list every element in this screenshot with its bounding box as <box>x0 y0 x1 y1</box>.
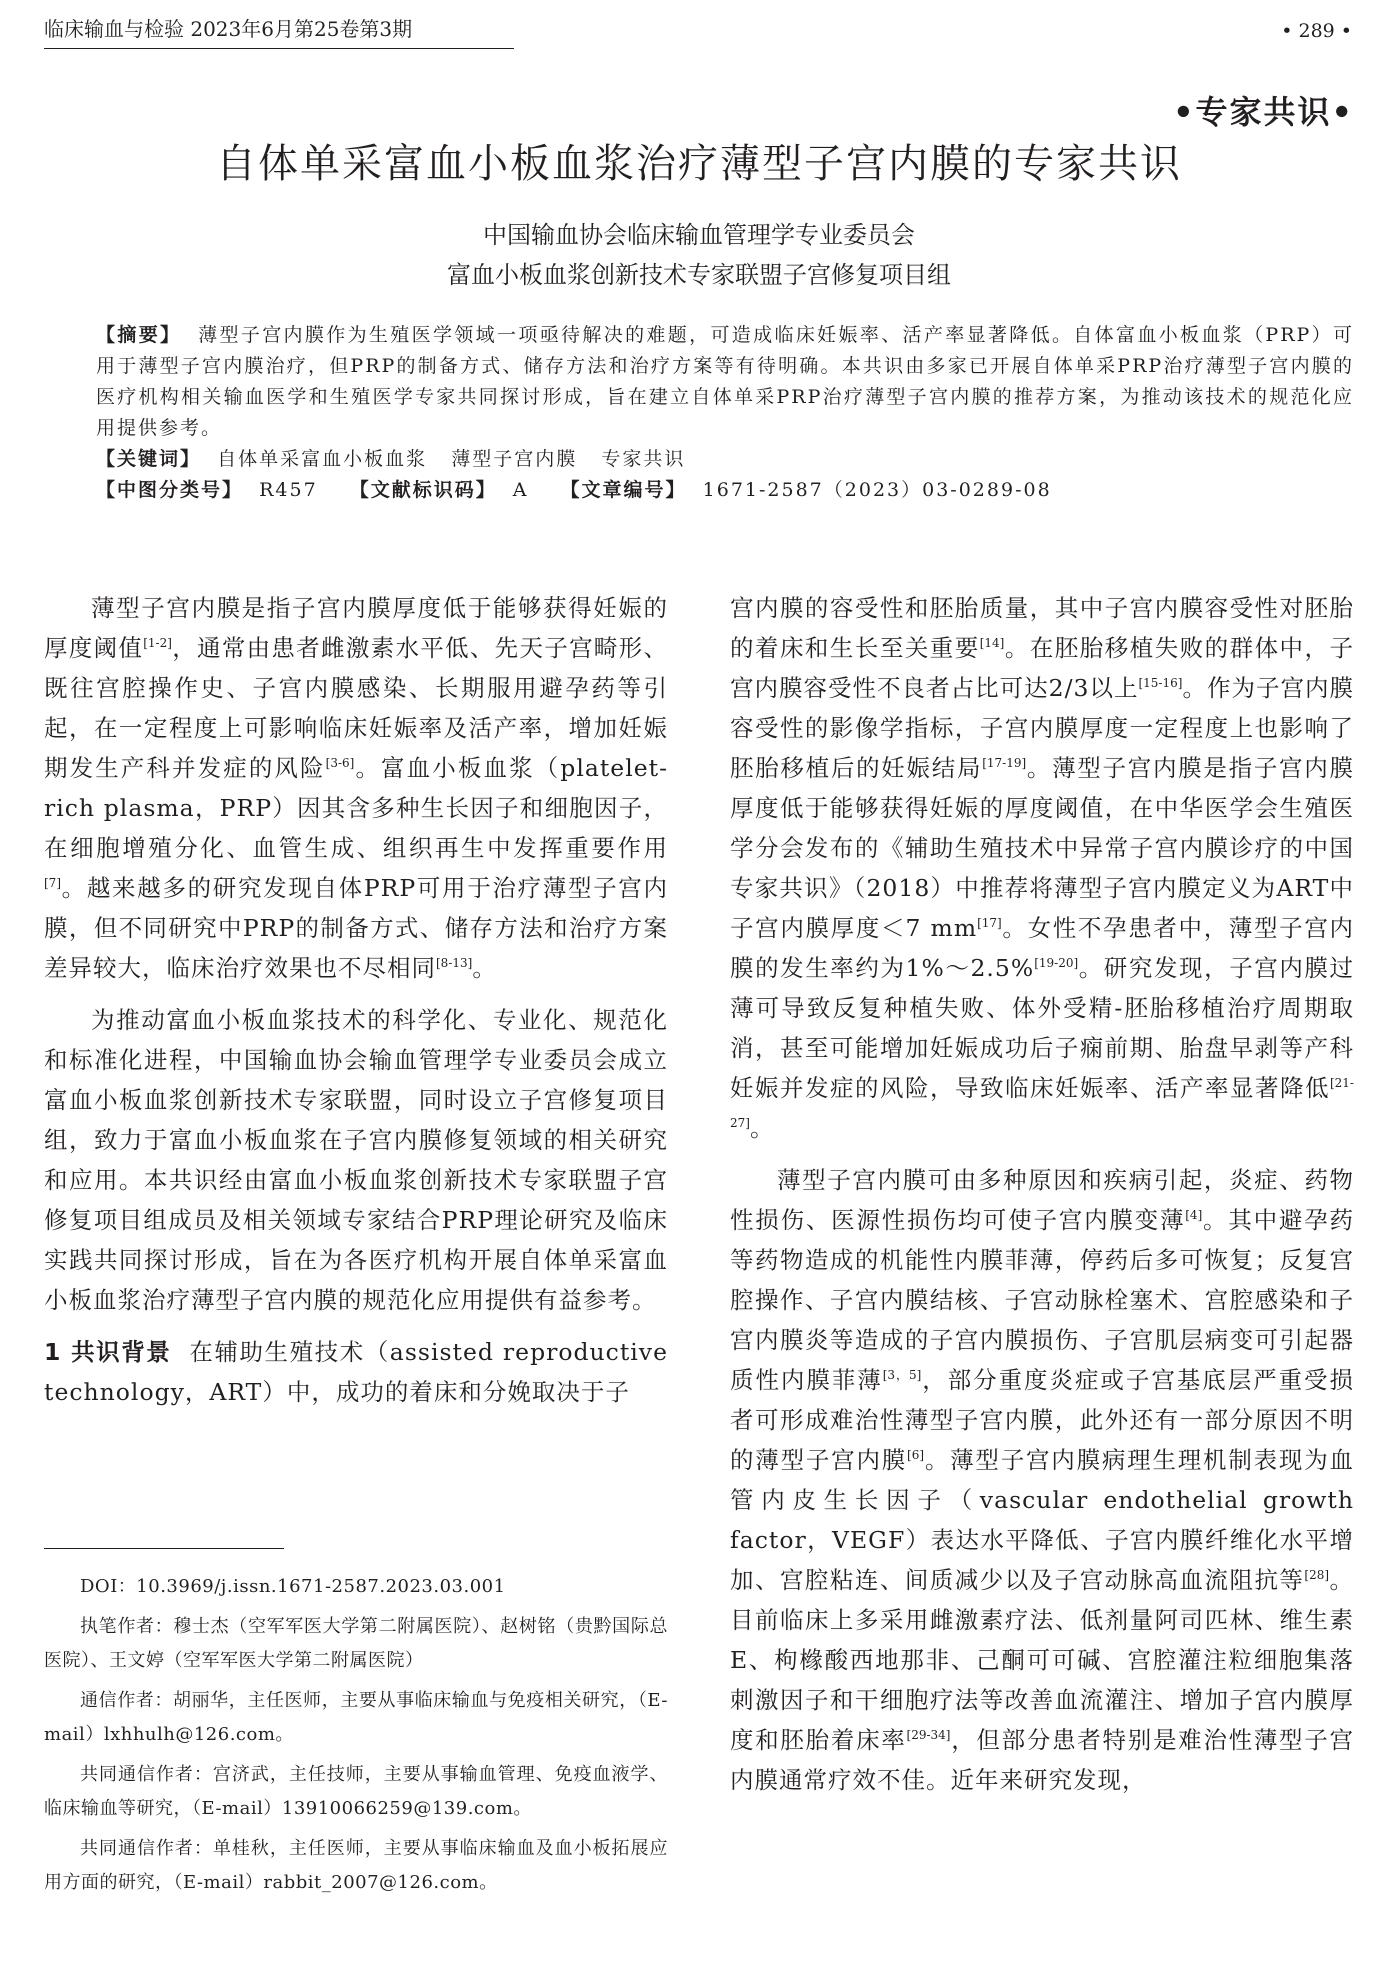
left-column <box>44 588 677 1412</box>
citation: [15-16] <box>1138 676 1183 691</box>
text-run: 。女性不孕患者中，薄型子宫内膜的发生率约为1%～2.5% <box>730 914 1354 982</box>
text-run: 。 <box>749 1114 775 1142</box>
doc-code-label: 【文献标识码】 <box>349 479 497 501</box>
text-run: ，但部分患者特别是难治性薄型子宫内膜通常疗效不佳。近年来研究发现， <box>730 1726 1354 1794</box>
text-run: 薄型子宫内膜是指子宫内膜厚度低于能够获得妊娠的厚度阈值 <box>44 594 668 662</box>
text-run: 宫内膜的容受性和胚胎质量，其中子宫内膜容受性对胚胎的着床和生长至关重要 <box>730 594 1354 662</box>
text-run: 。富血小板血浆（platelet-rich plasma，PRP）因其含多种生长因子和细胞因子，在细胞增殖分化、血管生成、组织再生中发挥重要作用 <box>44 754 669 862</box>
citation: [7] <box>44 876 61 891</box>
citation: [29-34] <box>906 1728 951 1743</box>
citation: [1-2] <box>143 636 172 651</box>
body-paragraph <box>730 1160 1354 1800</box>
abstract-body: 薄型子宫内膜作为生殖医学领域一项亟待解决的难题，可造成临床妊娠率、活产率显著降低。自体富血小板血浆（PRP）可用于薄型子宫内膜治疗，但PRP的制备方式、储存方法和治疗方案等有待明确。本共识由多家已开展自体单采PRP治疗薄型子宫内膜的医疗机构相关输血医学和生殖医学专家共同探讨形成，旨在建立自体单采PRP治疗薄型子宫内膜的推荐方案，为推动该技术的规范化应用提供参考。 <box>96 324 1354 439</box>
citation: [28] <box>1304 1568 1330 1583</box>
citation: [4] <box>1185 1208 1203 1223</box>
article-no-label: 【文章编号】 <box>560 479 687 501</box>
citation: [6] <box>907 1448 925 1463</box>
body-paragraph <box>44 588 668 988</box>
text-run: 。研究发现，子宫内膜过薄可导致反复种植失败、体外受精-胚胎移植治疗周期取消，甚至可能增加妊娠成功后子痫前期、胎盘早剥等产科妊娠并发症的风险，导致临床妊娠率、活产率显著降低 <box>730 954 1355 1102</box>
running-head <box>44 14 514 49</box>
body-paragraph <box>730 588 1354 1148</box>
doc-code-value: A <box>512 479 529 501</box>
keywords-value: 自体单采富血小板血浆 薄型子宫内膜 专家共识 <box>217 448 686 470</box>
text-run: 在辅助生殖技术（assisted reproductive technology，ART）中，成功的着床和分娩取决于子 <box>44 1338 677 1406</box>
keywords <box>96 444 1354 475</box>
text-run: 。目前临床上多采用雌激素疗法、低剂量阿司匹林、维生素E、枸橼酸西地那非、己酮可可碱、宫腔灌注粒细胞集落刺激因子和干细胞疗法等改善血流灌注、增加子宫内膜厚度和胚胎着床率 <box>730 1566 1355 1754</box>
abstract-label: 【摘要】 <box>96 324 182 346</box>
section-label: •专家共识• <box>1173 93 1354 131</box>
body-paragraph: 为推动富血小板血浆技术的科学化、专业化、规范化和标准化进程，中国输血协会输血管理学专业委员会成立富血小板血浆创新技术专家联盟，同时设立子宫修复项目组，致力于富血小板血浆在子宫内膜修复领域的相关研究和应用。本共识经由富血小板血浆创新技术专家联盟子宫修复项目组成员及相关领域专家结合PRP理论研究及临床实践共同探讨形成，旨在为各医疗机构开展自体单采富血小板血浆治疗薄型子宫内膜的规范化应用提供有益参考。 <box>44 1006 668 1314</box>
clc-label: 【中图分类号】 <box>96 479 244 501</box>
citation: [19-20] <box>1034 956 1079 971</box>
corresponding-author: 通信作者：胡丽华，主任医师，主要从事临床输血与免疫相关研究，（E-mail）lxhhulh@126.com。 <box>44 1690 668 1745</box>
citation: [14] <box>979 636 1005 651</box>
text-run: 。作为子宫内膜容受性的影像学指标，子宫内膜厚度一定程度上也影响了胚胎移植后的妊娠结局 <box>730 674 1354 782</box>
authors <box>0 218 1398 298</box>
classification-line <box>96 475 1354 506</box>
footnote-rule <box>44 1548 284 1549</box>
article-no-value: 1671-2587（2023）03-0289-08 <box>702 479 1052 501</box>
text-run: 薄型子宫内膜可由多种原因和疾病引起，炎症、药物性损伤、医源性损伤均可使子宫内膜变薄 <box>730 1166 1354 1234</box>
co-corresponding-author: 共同通信作者：单桂秋，主任医师，主要从事临床输血及血小板拓展应用方面的研究，（E-mail）rabbit_2007@126.com。 <box>44 1838 668 1893</box>
citation: [3，5] <box>882 1368 922 1383</box>
text-run: 。越来越多的研究发现自体PRP可用于治疗薄型子宫内膜，但不同研究中PRP的制备方式、储存方法和治疗方案差异较大，临床治疗效果也不尽相同 <box>44 874 668 982</box>
citation: [8-13] <box>436 956 473 971</box>
abstract <box>96 320 1354 506</box>
text-run: ，部分重度炎症或子宫基底层严重受损者可形成难治性薄型子宫内膜，此外还有一部分原因不明的薄型子宫内膜 <box>730 1366 1355 1474</box>
co-corresponding-author: 共同通信作者：宫济武，主任技师，主要从事输血管理、免疫血液学、临床输血等研究，（E-mail）13910066259@139.com。 <box>44 1764 668 1819</box>
text-run: 。 <box>472 954 497 982</box>
citation: [3-6] <box>325 756 355 771</box>
citation: [17] <box>977 916 1002 931</box>
author-line: 富血小板血浆创新技术专家联盟子宫修复项目组 <box>447 261 951 289</box>
text-run: 。薄型子宫内膜病理生理机制表现为血管内皮生长因子（vascular endothelial growth factor，VEGF）表达水平降低、子宫内膜纤维化水平增加、宫腔粘连、间质减少以及子宫动脉高血流阻抗等 <box>730 1446 1355 1594</box>
footnotes <box>44 1570 668 1906</box>
text-run: ，通常由患者雌激素水平低、先天子宫畸形、既往宫腔操作史、子宫内膜感染、长期服用避孕药等引起，在一定程度上可影响临床妊娠率及活产率，增加妊娠期发生产科并发症的风险 <box>44 634 668 782</box>
journal-issue: 临床输血与检验 2023年6月第25卷第3期 <box>44 17 413 41</box>
clc-value: R457 <box>259 479 318 501</box>
article-title: 自体单采富血小板血浆治疗薄型子宫内膜的专家共识 <box>216 141 1182 187</box>
author-line: 中国输血协会临床输血管理学专业委员会 <box>483 221 915 249</box>
text-run: 。薄型子宫内膜是指子宫内膜厚度低于能够获得妊娠的厚度阈值，在中华医学会生殖医学分会发布的《辅助生殖技术中异常子宫内膜诊疗的中国专家共识》（2018）中推荐将薄型子宫内膜定义为ART中子宫内膜厚度＜7 mm <box>730 754 1354 942</box>
citation: [17-19] <box>982 756 1027 771</box>
keywords-label: 【关键词】 <box>96 448 202 470</box>
abstract-text <box>96 320 1354 444</box>
page-number: • 289 • <box>1281 20 1352 42</box>
section-heading: 1 共识背景 <box>44 1338 172 1366</box>
text-run: 。在胚胎移植失败的群体中，子宫内膜容受性不良者占比可达2/3以上 <box>730 634 1355 702</box>
right-column <box>730 588 1354 1800</box>
section-heading-paragraph <box>44 1332 677 1412</box>
text-run: 。其中避孕药等药物造成的机能性内膜菲薄，停药后多可恢复；反复宫腔操作、子宫内膜结核、子宫动脉栓塞术、宫腔感染和子宫内膜炎等造成的子宫内膜损伤、子宫肌层病变可引起器质性内膜菲薄 <box>730 1206 1354 1394</box>
citation: [21-27] <box>730 1076 1354 1131</box>
writers: 执笔作者：穆士杰（空军军医大学第二附属医院）、赵树铭（贵黔国际总医院）、王文婷（空军军医大学第二附属医院） <box>44 1616 668 1671</box>
doi: DOI：10.3969/j.issn.1671-2587.2023.03.001 <box>80 1576 506 1597</box>
